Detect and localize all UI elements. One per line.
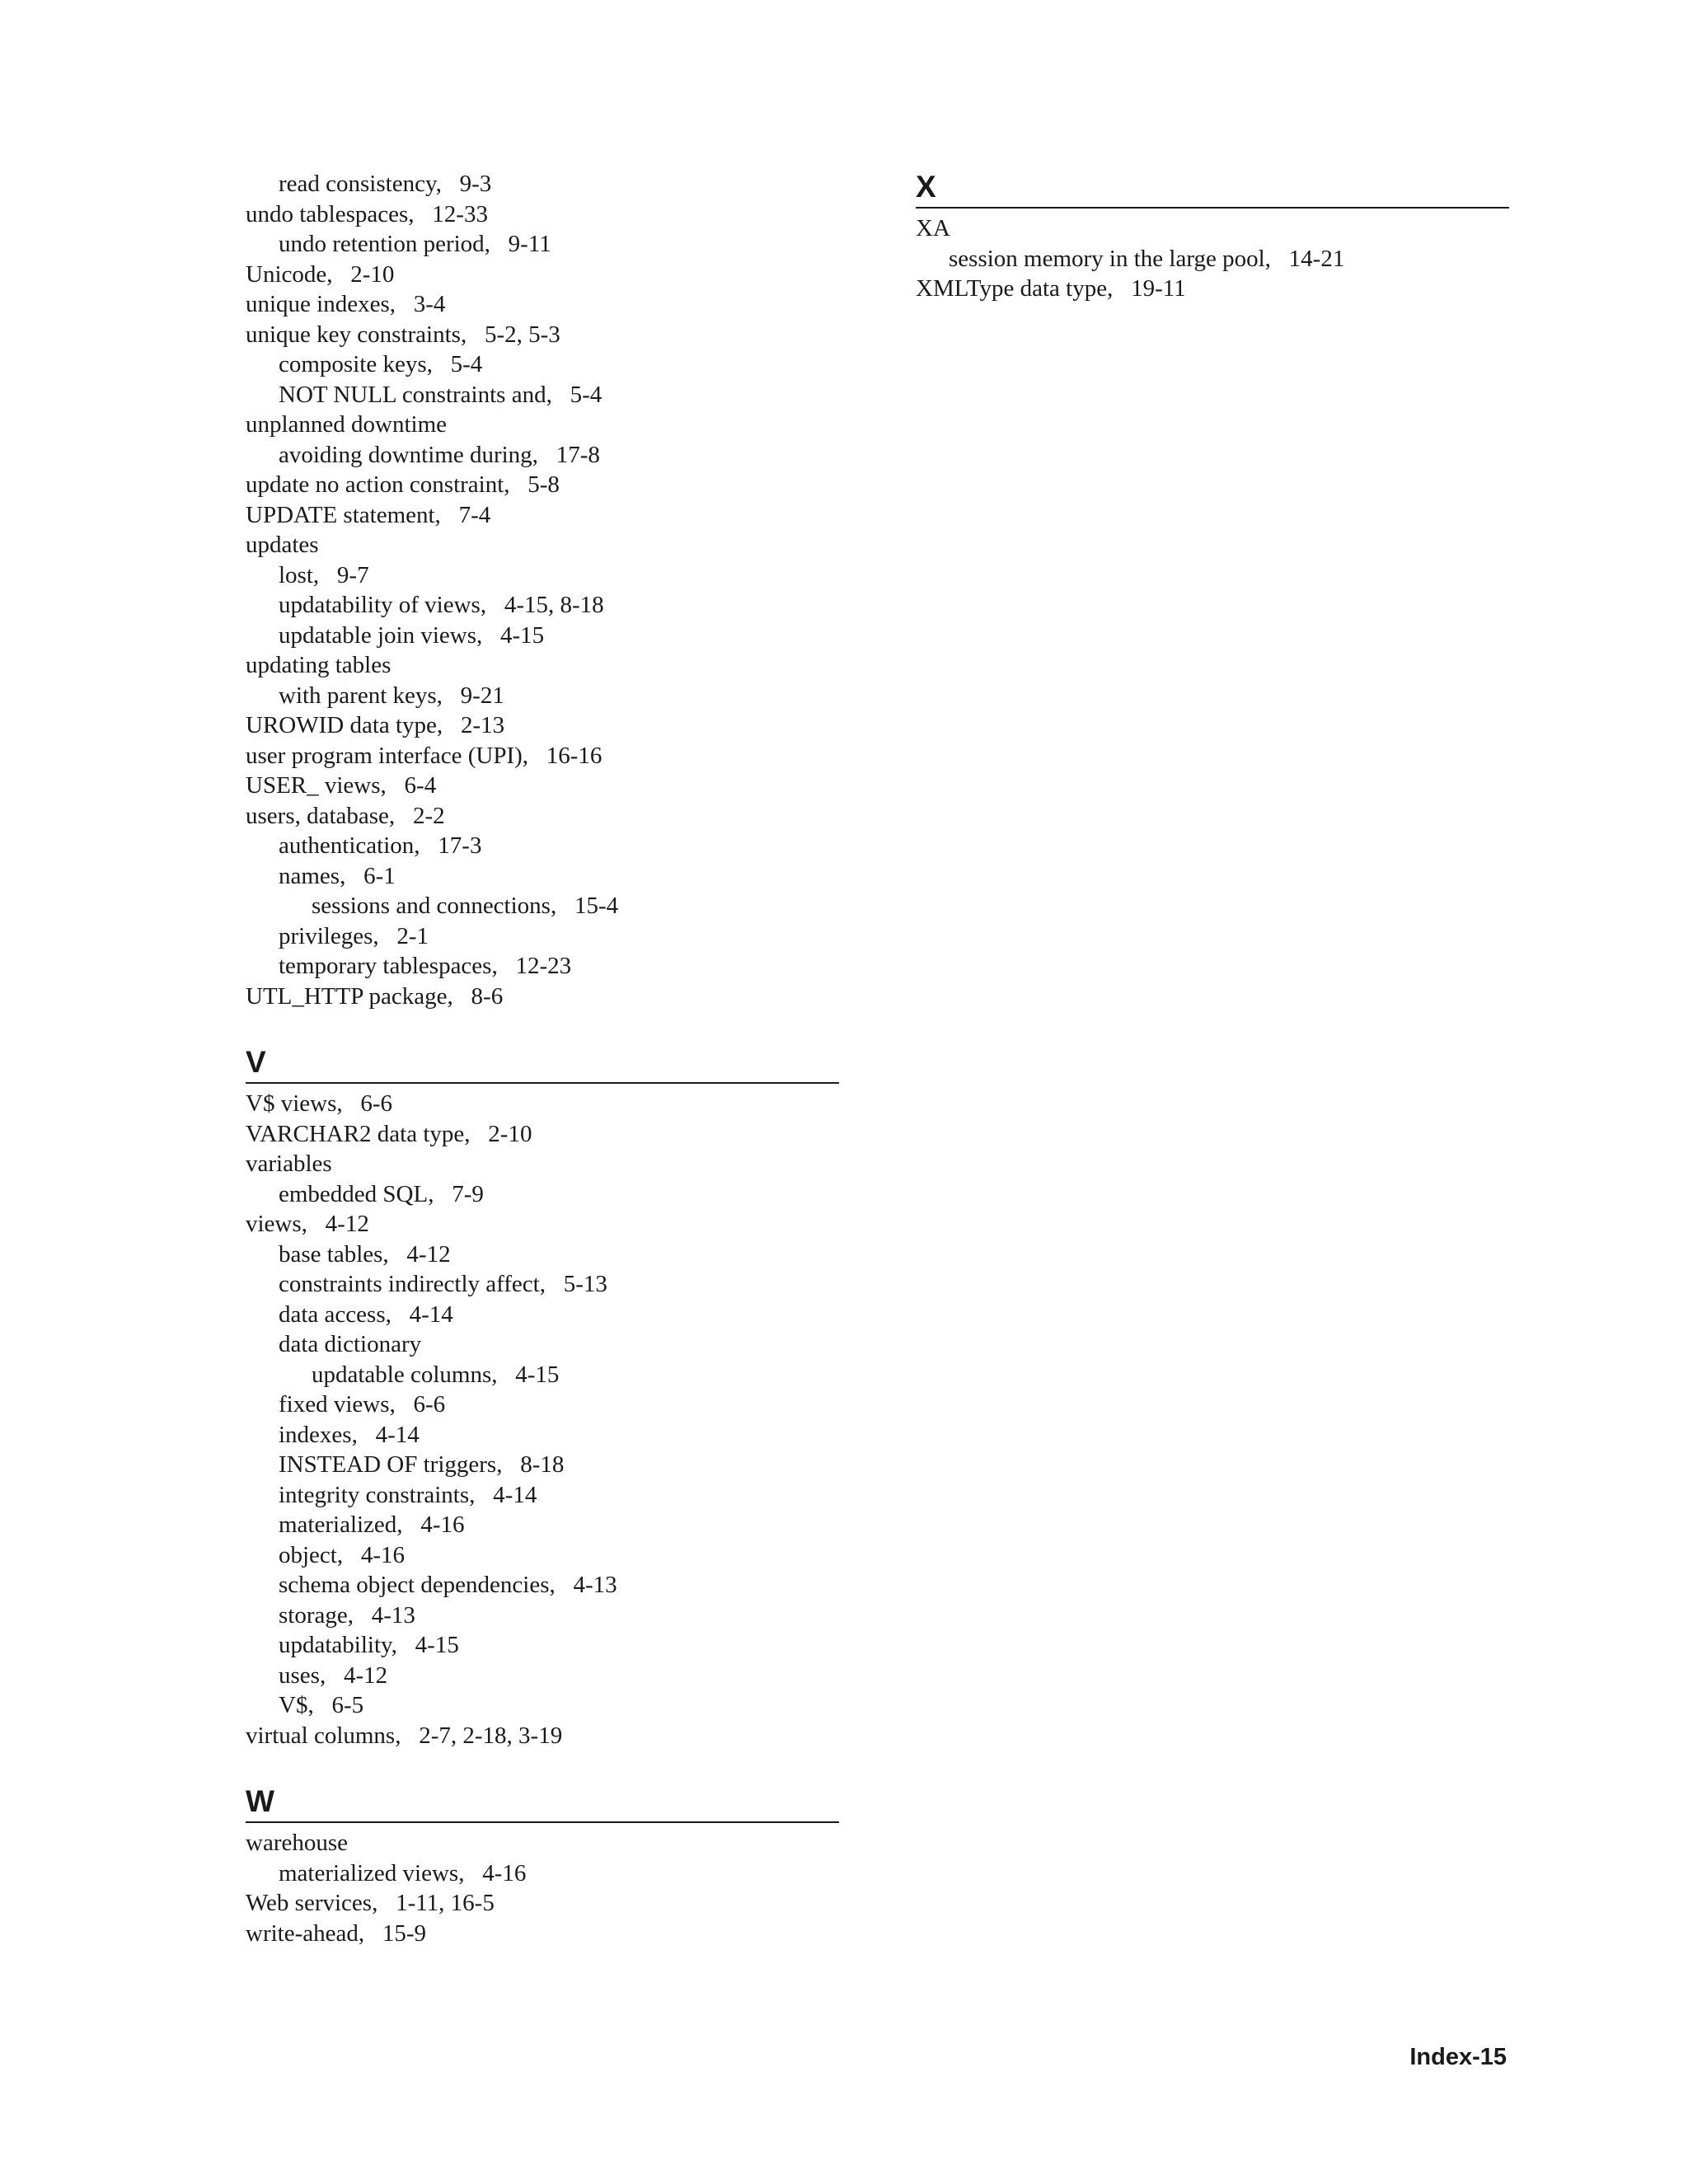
- index-entry: [916, 274, 1509, 304]
- index-page-ref[interactable]: 17-3: [438, 832, 482, 859]
- index-entry: [246, 982, 839, 1012]
- index-page-ref[interactable]: 4-15, 8-18: [504, 592, 604, 618]
- index-entry: [246, 590, 839, 621]
- index-entry: [246, 380, 839, 410]
- index-page-ref[interactable]: 6-1: [363, 862, 396, 889]
- index-page-ref[interactable]: 4-16: [482, 1859, 527, 1886]
- index-term: VARCHAR2 data type,: [246, 1120, 471, 1147]
- section-heading-v: V: [246, 1044, 839, 1084]
- index-page-ref[interactable]: 12-33: [432, 200, 488, 227]
- index-term: undo retention period,: [279, 231, 490, 257]
- index-entry: [246, 1119, 839, 1150]
- index-page-ref[interactable]: 6-6: [413, 1391, 446, 1418]
- index-entry: [246, 1858, 839, 1889]
- index-term: NOT NULL constraints and,: [279, 381, 552, 408]
- index-page-ref[interactable]: 4-12: [343, 1661, 388, 1689]
- index-page-ref[interactable]: 4-14: [375, 1421, 420, 1448]
- index-term: UPDATE statement,: [246, 501, 441, 528]
- index-page-ref[interactable]: 9-3: [459, 171, 492, 197]
- index-page-ref[interactable]: 4-16: [360, 1541, 406, 1568]
- index-entry: [916, 244, 1509, 274]
- index-term: write-ahead,: [246, 1919, 365, 1947]
- index-term: updatability,: [279, 1632, 397, 1658]
- index-entry: [246, 289, 839, 320]
- index-term: session memory in the large pool,: [949, 245, 1271, 272]
- index-term: users, database,: [246, 802, 396, 829]
- index-page-ref[interactable]: 9-11: [508, 231, 551, 257]
- index-entry: [246, 1420, 839, 1451]
- index-page-ref[interactable]: 4-12: [406, 1240, 451, 1268]
- index-entry: [246, 1919, 839, 1949]
- index-entry: [246, 1510, 839, 1540]
- index-term: updatability of views,: [279, 592, 487, 618]
- index-entry: [246, 1269, 839, 1300]
- index-entry: [246, 1888, 839, 1919]
- index-page-ref[interactable]: 4-15: [500, 621, 545, 649]
- index-term: base tables,: [279, 1240, 389, 1268]
- index-page-ref[interactable]: 2-2: [412, 802, 445, 829]
- index-page-ref[interactable]: 4-15: [515, 1361, 560, 1388]
- index-term: unplanned downtime: [246, 411, 448, 438]
- index-entry: [246, 1721, 839, 1751]
- index-page-ref[interactable]: 2-7, 2-18, 3-19: [419, 1722, 563, 1749]
- index-page-ref[interactable]: 6-4: [404, 772, 437, 799]
- index-page-ref[interactable]: 19-11: [1131, 275, 1186, 302]
- page-number: Index-15: [1409, 2044, 1507, 2070]
- index-entry: [246, 1480, 839, 1511]
- index-page-ref[interactable]: 1-11, 16-5: [396, 1890, 495, 1916]
- index-term: read consistency,: [279, 171, 442, 197]
- index-entry: [246, 1828, 839, 1858]
- index-term: storage,: [279, 1601, 354, 1629]
- index-entry: [246, 1661, 839, 1691]
- index-term: sessions and connections,: [312, 893, 557, 919]
- index-entry: [246, 260, 839, 290]
- index-term: undo tablespaces,: [246, 200, 415, 227]
- index-page-ref[interactable]: 6-6: [360, 1090, 393, 1117]
- index-entry: [246, 1089, 839, 1119]
- index-term: updating tables: [246, 652, 392, 678]
- index-page-ref[interactable]: 3-4: [413, 291, 446, 317]
- index-page-ref[interactable]: 4-15: [415, 1632, 459, 1658]
- index-entry: [246, 199, 839, 230]
- index-entry: [246, 741, 839, 771]
- index-entry: [246, 440, 839, 471]
- index-entry: [246, 1179, 839, 1210]
- index-entry: [246, 349, 839, 380]
- index-term: data access,: [279, 1301, 392, 1328]
- index-entry: [916, 213, 1509, 244]
- index-entry: [246, 1240, 839, 1270]
- index-term: composite keys,: [279, 351, 433, 377]
- index-page-ref[interactable]: 9-21: [460, 682, 504, 709]
- index-term: object,: [279, 1541, 344, 1568]
- index-term: schema object dependencies,: [279, 1572, 556, 1598]
- index-entry: [246, 500, 839, 531]
- index-term: materialized,: [279, 1511, 403, 1538]
- index-term: Web services,: [246, 1890, 378, 1916]
- index-entry: [246, 320, 839, 350]
- index-term: updates: [246, 532, 319, 558]
- index-page-ref[interactable]: 16-16: [546, 742, 603, 769]
- index-entry: [246, 560, 839, 591]
- index-entry: [246, 1690, 839, 1721]
- index-page-ref[interactable]: 4-12: [325, 1211, 369, 1237]
- index-term: uses,: [279, 1661, 326, 1689]
- index-term: unique indexes,: [246, 291, 396, 317]
- index-term: lost,: [279, 561, 320, 588]
- index-entry: [246, 1390, 839, 1420]
- index-entry: [246, 681, 839, 711]
- index-entry: [246, 1149, 839, 1179]
- index-entry: [246, 530, 839, 560]
- index-entry: [246, 891, 839, 921]
- index-term: materialized views,: [279, 1859, 465, 1886]
- index-term: V$ views,: [246, 1090, 343, 1117]
- index-term: embedded SQL,: [279, 1180, 434, 1207]
- index-term: XMLType data type,: [916, 275, 1114, 302]
- index-page-ref[interactable]: 5-4: [570, 381, 603, 408]
- index-page-ref[interactable]: 6-5: [331, 1692, 364, 1718]
- index-term: V$,: [279, 1692, 314, 1718]
- index-page-ref[interactable]: 5-8: [528, 471, 560, 498]
- index-term: virtual columns,: [246, 1722, 401, 1749]
- index-page-ref[interactable]: 8-18: [520, 1451, 565, 1478]
- index-column-left: [246, 169, 839, 1948]
- index-entry: [246, 1360, 839, 1390]
- index-page-ref[interactable]: 4-14: [493, 1481, 537, 1508]
- index-page-ref[interactable]: 15-4: [574, 893, 619, 919]
- index-page-ref[interactable]: 4-13: [573, 1572, 617, 1598]
- index-page-ref[interactable]: 5-4: [450, 351, 483, 377]
- index-entry: [246, 621, 839, 651]
- index-page-ref[interactable]: 4-13: [371, 1601, 415, 1629]
- section-heading-w: W: [246, 1783, 839, 1823]
- index-term: updatable columns,: [312, 1361, 498, 1388]
- index-term: user program interface (UPI),: [246, 742, 529, 769]
- index-entry: [246, 650, 839, 681]
- index-term: updatable join views,: [279, 621, 483, 649]
- index-page-ref[interactable]: 2-13: [460, 712, 505, 738]
- index-page-ref[interactable]: 5-2, 5-3: [484, 321, 560, 348]
- index-entry: [246, 470, 839, 500]
- index-term: with parent keys,: [279, 682, 443, 709]
- index-column-right: [916, 169, 1509, 304]
- index-page-ref[interactable]: 4-16: [420, 1511, 465, 1538]
- section-heading-x: X: [916, 169, 1509, 209]
- index-term: update no action constraint,: [246, 471, 510, 498]
- index-entry: [246, 169, 839, 199]
- index-term: avoiding downtime during,: [279, 441, 538, 468]
- index-page-ref[interactable]: 2-1: [396, 922, 429, 949]
- index-entry: [246, 1570, 839, 1601]
- index-term: constraints indirectly affect,: [279, 1271, 546, 1297]
- index-entry: [246, 1601, 839, 1631]
- index-page-ref[interactable]: 4-14: [409, 1301, 453, 1328]
- index-term: temporary tablespaces,: [279, 953, 498, 979]
- index-term: USER_ views,: [246, 772, 387, 799]
- index-term: Unicode,: [246, 260, 333, 288]
- index-term: names,: [279, 862, 346, 889]
- index-page-ref[interactable]: 7-4: [458, 501, 491, 528]
- index-term: fixed views,: [279, 1391, 396, 1418]
- index-entry: [246, 771, 839, 801]
- index-entry: [246, 229, 839, 260]
- index-term: INSTEAD OF triggers,: [279, 1451, 503, 1478]
- index-page-ref[interactable]: 7-9: [452, 1180, 484, 1207]
- index-entry: [246, 831, 839, 861]
- index-page-ref[interactable]: 12-23: [515, 953, 572, 979]
- index-term: data dictionary: [279, 1331, 422, 1357]
- index-term: UTL_HTTP package,: [246, 982, 453, 1010]
- index-term: indexes,: [279, 1421, 358, 1448]
- section-spacer: [246, 1750, 839, 1783]
- index-entry: [246, 710, 839, 741]
- index-term: UROWID data type,: [246, 712, 443, 738]
- index-term: integrity constraints,: [279, 1481, 476, 1508]
- index-entry: [246, 1209, 839, 1240]
- index-term: unique key constraints,: [246, 321, 467, 348]
- index-entry: [246, 861, 839, 892]
- index-term: views,: [246, 1211, 307, 1237]
- index-page-ref[interactable]: 8-6: [471, 982, 504, 1010]
- index-page-ref[interactable]: 14-21: [1288, 245, 1345, 272]
- index-entry: [246, 1540, 839, 1571]
- index-page-ref[interactable]: 5-13: [563, 1271, 607, 1297]
- index-entry: [246, 1329, 839, 1360]
- index-term: variables: [246, 1151, 332, 1177]
- index-page-ref[interactable]: 2-10: [350, 260, 395, 288]
- index-term: XA: [916, 215, 950, 241]
- index-page-ref[interactable]: 2-10: [488, 1120, 532, 1147]
- index-entry: [246, 1630, 839, 1661]
- index-entry: [246, 951, 839, 982]
- index-entry: [246, 410, 839, 440]
- index-page-ref[interactable]: 9-7: [336, 561, 369, 588]
- index-term: authentication,: [279, 832, 420, 859]
- index-entry: [246, 1450, 839, 1480]
- index-entry: [246, 801, 839, 832]
- index-entry: [246, 921, 839, 952]
- index-entry: [246, 1300, 839, 1330]
- index-page-ref[interactable]: 15-9: [382, 1919, 427, 1947]
- index-term: privileges,: [279, 922, 379, 949]
- index-page-ref[interactable]: 17-8: [556, 441, 600, 468]
- index-term: warehouse: [246, 1830, 349, 1856]
- section-spacer: [246, 1011, 839, 1044]
